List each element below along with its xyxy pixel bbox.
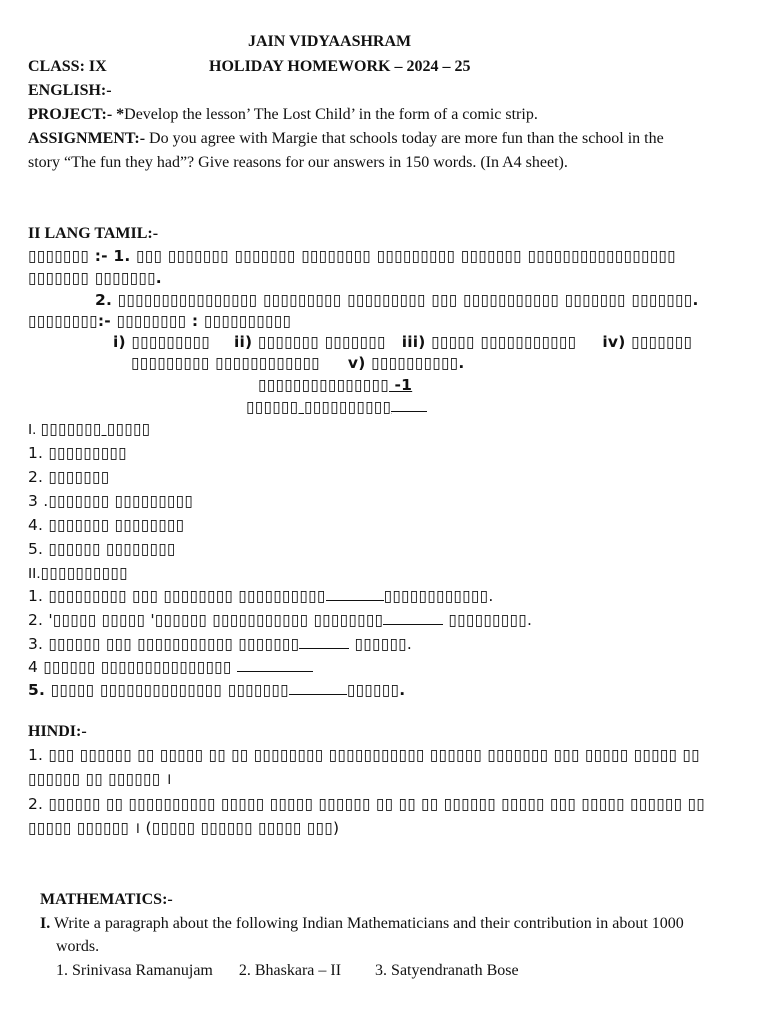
tamil-line-5: i) ▯▯▯▯▯▯▯▯▯ ii) ▯▯▯▯▯▯▯ ▯▯▯▯▯▯▯ iii) ▯▯▯▯▯ ▯▯▯▯▯▯▯▯▯▯▯ iv) ▯▯▯▯▯▯▯ (113, 333, 693, 351)
maths-heading: MATHEMATICS:- (40, 891, 173, 908)
tamil-chapter-subtitle: ▯▯▯▯▯▯ ▯▯▯▯▯▯▯▯▯▯ (246, 396, 754, 418)
hindi-heading: HINDI:- (28, 723, 87, 740)
tamil-line-4: ▯▯▯▯▯▯▯▯:- ▯▯▯▯▯▯▯▯ : ▯▯▯▯▯▯▯▯▯▯ (28, 312, 292, 330)
tamil-line-1: ▯▯▯▯▯▯▯ :- 1. ▯▯▯ ▯▯▯▯▯▯▯ ▯▯▯▯▯▯▯ ▯▯▯▯▯▯▯▯ ▯▯▯▯▯▯▯▯▯ ▯▯▯▯▯▯▯ ▯▯▯▯▯▯▯▯▯▯▯▯▯▯▯▯▯ (28, 247, 676, 265)
school-name: JAIN VIDYAASHRAM (248, 33, 412, 50)
tamil-section-1-title: I. ▯▯▯▯▯▯▯ ▯▯▯▯▯ (28, 420, 151, 438)
maths-item: 3. Satyendranath Bose (375, 962, 519, 979)
tamil-s1-item: 3 .▯▯▯▯▯▯▯ ▯▯▯▯▯▯▯▯▯ (28, 492, 194, 510)
tamil-heading: II LANG TAMIL:- (28, 225, 159, 242)
tamil-s1-item: 2. ▯▯▯▯▯▯▯ (28, 468, 110, 486)
maths-item: 1. Srinivasa Ramanujam (56, 962, 213, 979)
tamil-line-6: ▯▯▯▯▯▯▯▯▯ ▯▯▯▯▯▯▯▯▯▯▯▯ v) ▯▯▯▯▯▯▯▯▯▯. (131, 354, 465, 372)
hindi-q1-cont: ▯▯▯▯▯▯ ▯▯ ▯▯▯▯▯▯ । (28, 770, 172, 788)
tamil-s2-item: 4 ▯▯▯▯▯▯ ▯▯▯▯▯▯▯▯▯▯▯▯▯▯▯ (28, 656, 754, 678)
tamil-s1-item: 1. ▯▯▯▯▯▯▯▯▯ (28, 444, 127, 462)
tamil-s2-item: 3. ▯▯▯▯▯▯ ▯▯▯ ▯▯▯▯▯▯▯▯▯▯▯ ▯▯▯▯▯▯▯ ▯▯▯▯▯▯. (28, 635, 413, 653)
tamil-s1-item: 5. ▯▯▯▯▯▯ ▯▯▯▯▯▯▯▯ (28, 540, 176, 558)
english-heading: ENGLISH:- (28, 82, 112, 99)
hindi-q1: 1. ▯▯▯ ▯▯▯▯▯▯ ▯▯ ▯▯▯▯▯ ▯▯ ▯▯ ▯▯▯▯▯▯▯▯ ▯▯▯▯▯▯▯▯▯▯▯ ▯▯▯▯▯▯ ▯▯▯▯▯▯▯ ▯▯▯ ▯▯▯▯▯ ▯▯▯▯▯ ▯▯ (28, 746, 700, 764)
tamil-line-2: ▯▯▯▯▯▯▯ ▯▯▯▯▯▯▯. (28, 269, 162, 287)
english-assignment-cont: story “The fun they had”? Give reasons for our answers in 150 words. (In A4 sheet). (28, 154, 568, 171)
hindi-q2-cont: ▯▯▯▯▯ ▯▯▯▯▯▯ । (▯▯▯▯▯ ▯▯▯▯▯▯ ▯▯▯▯▯ ▯▯▯) (28, 819, 340, 837)
maths-question-cont: words. (56, 938, 100, 955)
maths-question: I. Write a paragraph about the following Indian Mathematicians and their contribution in about 1000 (40, 915, 684, 932)
page-title: HOLIDAY HOMEWORK – 2024 – 25 (209, 58, 471, 75)
tamil-chapter-title: ▯▯▯▯▯▯▯▯▯▯▯▯▯▯▯ -1 (258, 376, 413, 394)
class-label: CLASS: IX (28, 58, 107, 75)
tamil-s1-item: 4. ▯▯▯▯▯▯▯ ▯▯▯▯▯▯▯▯ (28, 516, 185, 534)
tamil-s2-item: 2. '▯▯▯▯▯ ▯▯▯▯▯ '▯▯▯▯▯▯ ▯▯▯▯▯▯▯▯▯▯▯ ▯▯▯▯▯▯▯▯ ▯▯▯▯▯▯▯▯▯. (28, 611, 533, 629)
hindi-q2: 2. ▯▯▯▯▯▯ ▯▯ ▯▯▯▯▯▯▯▯▯▯ ▯▯▯▯▯ ▯▯▯▯▯ ▯▯▯▯▯▯ ▯▯ ▯▯ ▯▯ ▯▯▯▯▯▯ ▯▯▯▯▯ ▯▯▯ ▯▯▯▯▯ ▯▯▯▯▯▯ ▯▯ (28, 795, 705, 813)
maths-item: 2. Bhaskara – II (238, 962, 342, 979)
english-assignment: ASSIGNMENT:- Do you agree with Margie that schools today are more fun than the school in the (28, 130, 664, 147)
maths-list (56, 960, 754, 982)
english-project: PROJECT:- *Develop the lesson’ The Lost Child’ in the form of a comic strip. (28, 106, 538, 123)
tamil-section-2-title: II.▯▯▯▯▯▯▯▯▯▯ (28, 564, 128, 582)
tamil-line-3: 2. ▯▯▯▯▯▯▯▯▯▯▯▯▯▯▯▯ ▯▯▯▯▯▯▯▯▯ ▯▯▯▯▯▯▯▯▯ ▯▯▯ ▯▯▯▯▯▯▯▯▯▯▯ ▯▯▯▯▯▯▯ ▯▯▯▯▯▯▯. (95, 291, 699, 309)
tamil-s2-item: 1. ▯▯▯▯▯▯▯▯▯ ▯▯▯ ▯▯▯▯▯▯▯▯ ▯▯▯▯▯▯▯▯▯▯ ▯▯▯▯▯▯▯▯▯▯▯▯. (28, 587, 494, 605)
tamil-s2-item: 5. ▯▯▯▯▯ ▯▯▯▯▯▯▯▯▯▯▯▯▯▯ ▯▯▯▯▯▯▯ ▯▯▯▯▯▯. (28, 681, 406, 699)
